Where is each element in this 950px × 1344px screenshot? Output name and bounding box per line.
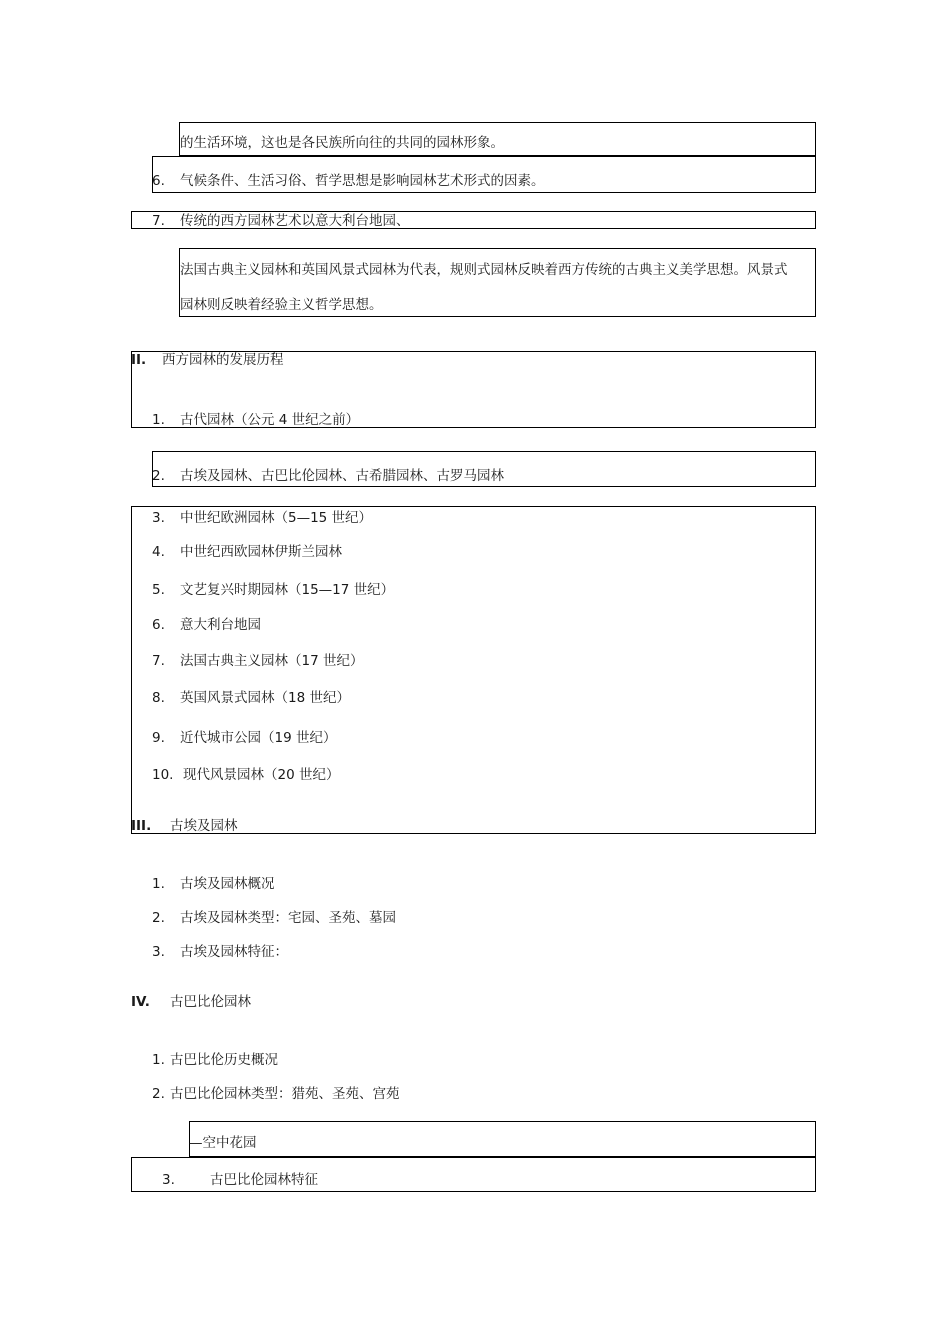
- list-item-text: 意大利台地园: [180, 617, 261, 633]
- list-item-text: 英国风景式园林（18 世纪）: [180, 690, 350, 706]
- list-item-number: 7.: [152, 213, 165, 229]
- list-item-number: 5.: [152, 582, 165, 598]
- list-item-number: 4.: [152, 544, 165, 560]
- list-item-number: 1.: [152, 876, 165, 892]
- list-item-text: 古代园林（公元 4 世纪之前）: [180, 412, 360, 428]
- sub-item-text: —空中花园: [189, 1135, 257, 1151]
- section-title: 古埃及园林: [170, 818, 238, 834]
- paragraph-line: 园林则反映着经验主义哲学思想。: [180, 297, 383, 313]
- list-item-number: 8.: [152, 690, 165, 706]
- list-item-number: 1.: [152, 412, 165, 428]
- list-item-text: 传统的西方园林艺术以意大利台地园、: [180, 213, 410, 229]
- list-item-number: 9.: [152, 730, 165, 746]
- list-item-text: 近代城市公园（19 世纪）: [180, 730, 337, 746]
- list-item-number: 2.: [152, 1086, 165, 1102]
- list-item-text: 气候条件、生活习俗、哲学思想是影响园林艺术形式的因素。: [180, 173, 545, 189]
- list-item-number: 6.: [152, 173, 165, 189]
- list-item-number: 2.: [152, 468, 165, 484]
- list-item-text: 文艺复兴时期园林（15—17 世纪）: [180, 582, 395, 598]
- list-item-text: 中世纪西欧园林伊斯兰园林: [180, 544, 342, 560]
- section-title: 西方园林的发展历程: [162, 352, 284, 368]
- list-item-number: 3.: [162, 1172, 175, 1188]
- list-item-text: 古埃及园林概况: [180, 876, 275, 892]
- section-title: 古巴比伦园林: [170, 994, 251, 1010]
- list-item-text: 法国古典主义园林（17 世纪）: [180, 653, 364, 669]
- section-numeral: III.: [131, 818, 152, 834]
- list-item-number: 10.: [152, 767, 174, 783]
- list-item-text: 古埃及园林类型：宅园、圣苑、墓园: [180, 910, 396, 926]
- section-numeral: IV.: [131, 994, 150, 1010]
- list-item-text: 古巴比伦园林特征: [210, 1172, 318, 1188]
- list-item-text: 古巴比伦历史概况: [170, 1052, 278, 1068]
- section-numeral: II.: [131, 352, 147, 368]
- list-item-number: 3.: [152, 944, 165, 960]
- list-item-text: 现代风景园林（20 世纪）: [183, 767, 340, 783]
- frame-box-sub-item: [189, 1121, 816, 1157]
- list-item-number: 1.: [152, 1052, 165, 1068]
- list-item-number: 6.: [152, 617, 165, 633]
- list-item-number: 2.: [152, 910, 165, 926]
- list-item-number: 7.: [152, 653, 165, 669]
- paragraph-line: 法国古典主义园林和英国风景式园林为代表，规则式园林反映着西方传统的古典主义美学思想。风景式: [180, 262, 788, 278]
- list-item-text: 古埃及园林特征：: [180, 944, 288, 960]
- list-item-text: 古巴比伦园林类型：猎苑、圣苑、宫苑: [170, 1086, 400, 1102]
- list-item-number: 3.: [152, 510, 165, 526]
- continuation-text: 的生活环境，这也是各民族所向往的共同的园林形象。: [180, 135, 504, 151]
- list-item-text: 古埃及园林、古巴比伦园林、古希腊园林、古罗马园林: [180, 468, 504, 484]
- list-item-text: 中世纪欧洲园林（5—15 世纪）: [180, 510, 373, 526]
